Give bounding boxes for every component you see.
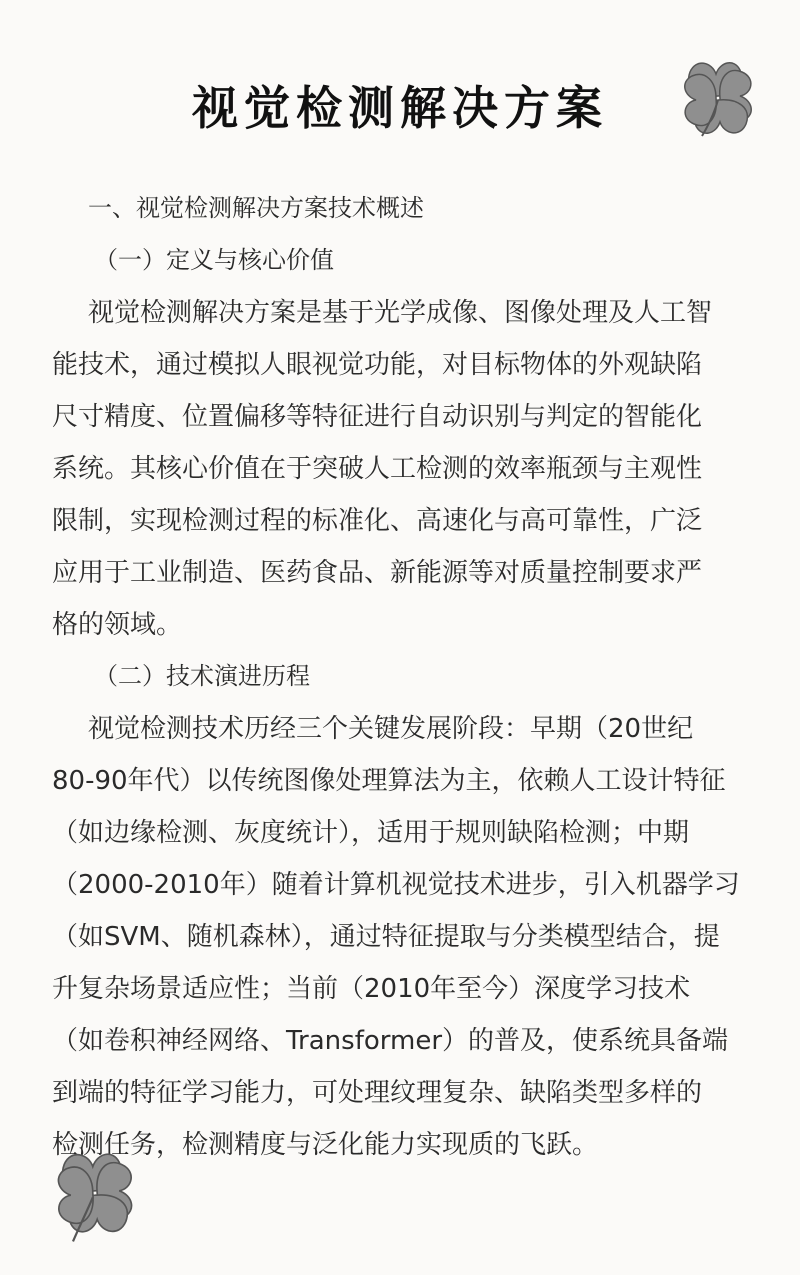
- paragraph-line: 升复杂场景适应性；当前（2010年至今）深度学习技术: [52, 974, 691, 1004]
- paragraph-line: 视觉检测解决方案是基于光学成像、图像处理及人工智: [88, 298, 713, 328]
- paragraph-line: 80-90年代）以传统图像处理算法为主，依赖人工设计特征: [52, 766, 726, 796]
- paragraph-line: 应用于工业制造、医药食品、新能源等对质量控制要求严: [52, 558, 703, 588]
- paragraph-line: 能技术，通过模拟人眼视觉功能，对目标物体的外观缺陷: [52, 350, 703, 380]
- subsection-heading: （一）定义与核心价值: [94, 246, 334, 274]
- paragraph-line: 尺寸精度、位置偏移等特征进行自动识别与判定的智能化: [52, 402, 703, 432]
- paragraph-line: 限制，实现检测过程的标准化、高速化与高可靠性，广泛: [52, 506, 703, 536]
- paragraph-line: 视觉检测技术历经三个关键发展阶段：早期（20世纪: [88, 714, 694, 744]
- page-title: 视觉检测解决方案: [192, 81, 608, 135]
- four-leaf-clover-icon: [40, 1138, 150, 1248]
- paragraph-line: 格的领域。: [52, 610, 183, 640]
- section-heading: 一、视觉检测解决方案技术概述: [88, 194, 424, 222]
- paragraph-line: （如SVM、随机森林），通过特征提取与分类模型结合，提: [52, 922, 720, 952]
- paragraph-line: 系统。其核心价值在于突破人工检测的效率瓶颈与主观性: [52, 454, 703, 484]
- paragraph-line: 检测任务，检测精度与泛化能力实现质的飞跃。: [52, 1130, 599, 1160]
- paragraph-line: （2000-2010年）随着计算机视觉技术进步，引入机器学习: [52, 870, 740, 900]
- paragraph-line: （如边缘检测、灰度统计），适用于规则缺陷检测；中期: [52, 818, 690, 848]
- subsection-heading: （二）技术演进历程: [94, 662, 310, 690]
- paragraph-line: 到端的特征学习能力，可处理纹理复杂、缺陷类型多样的: [52, 1078, 703, 1108]
- paragraph-line: （如卷积神经网络、Transformer）的普及，使系统具备端: [52, 1026, 729, 1056]
